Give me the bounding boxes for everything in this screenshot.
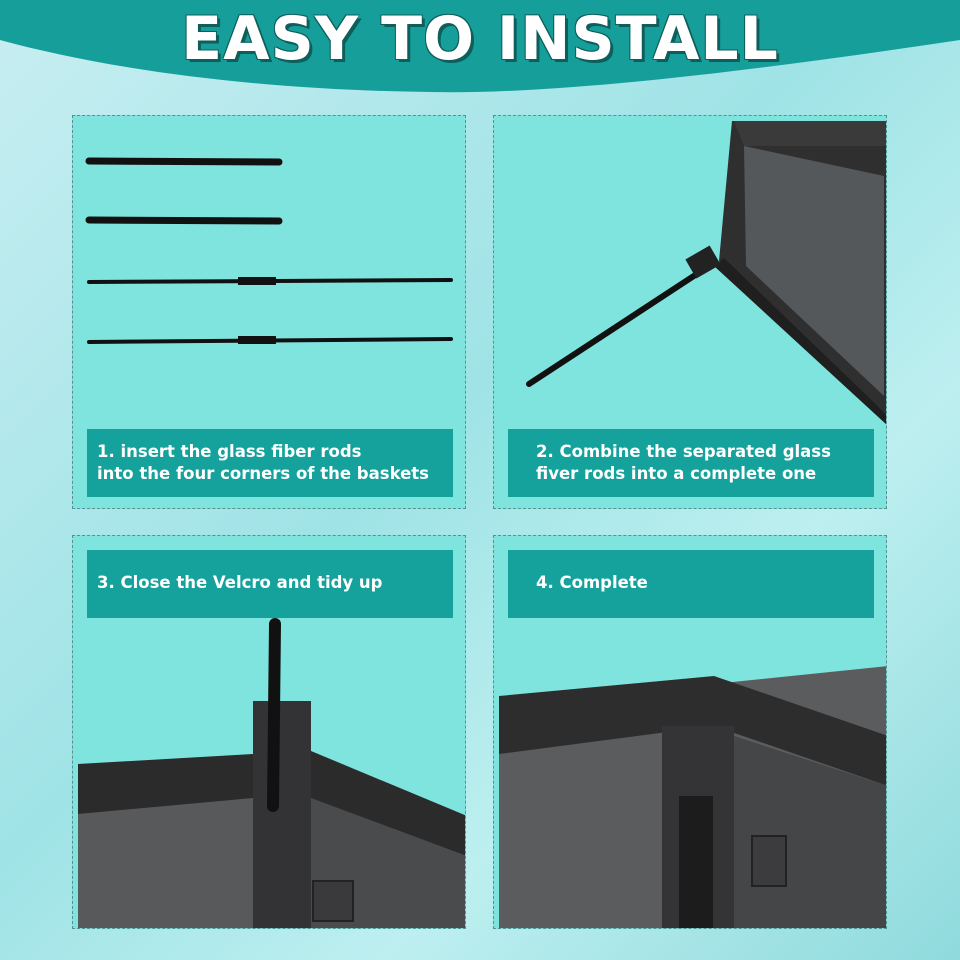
step-4-caption: [508, 550, 874, 618]
step-4-caption-line1: 4. Complete: [536, 573, 648, 592]
step-3-panel: [72, 535, 466, 929]
rods-photo: [73, 116, 466, 426]
step-2-caption-line1: 2. Combine the separated glass: [536, 442, 831, 461]
step-1-caption-line2: into the four corners of the baskets: [97, 464, 429, 483]
header-banner: [0, 0, 960, 110]
step-2-panel: [493, 115, 887, 509]
page-title: EASY TO INSTALL: [181, 4, 779, 74]
step-1-caption-line1: 1. insert the glass fiber rods: [97, 442, 362, 461]
step-1-panel: [72, 115, 466, 509]
step-2-caption: [508, 429, 874, 497]
step-4-panel: [493, 535, 887, 929]
step-3-caption-line1: 3. Close the Velcro and tidy up: [97, 573, 383, 592]
step-3-caption: [87, 550, 453, 618]
step-2-caption-line2: fiver rods into a complete one: [536, 464, 817, 483]
step-1-caption: [87, 429, 453, 497]
basket-corner-rod-photo: [494, 116, 887, 426]
